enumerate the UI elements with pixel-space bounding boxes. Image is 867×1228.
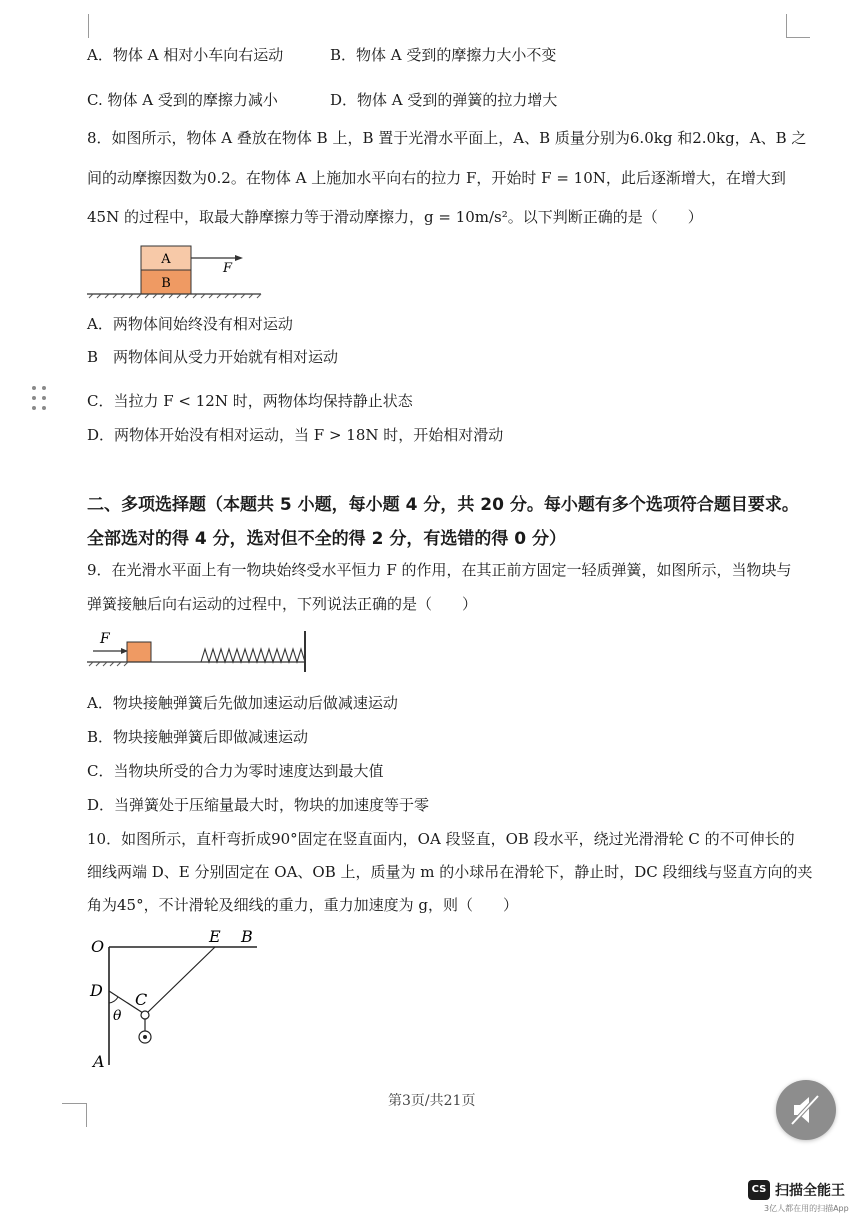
page-number: 第3页/共21页	[388, 1093, 476, 1109]
label-theta: θ	[113, 1008, 122, 1024]
q10-stem-line-1: 10．如图所示，直杆弯折成90°固定在竖直面内，OA 段竖直，OB 段水平，绕过光滑滑轮 C 的不可伸长的	[87, 830, 795, 848]
q8-stem-line-1: 8．如图所示，物体 A 叠放在物体 B 上，B 置于光滑水平面上，A、B 质量分别为6.0kg 和2.0kg，A、B 之	[87, 129, 807, 147]
block-a-label: A	[161, 252, 171, 267]
label-c: C	[135, 990, 148, 1009]
pulley	[141, 1011, 149, 1019]
watermark-subtitle: 3亿人都在用的扫描App	[764, 1204, 849, 1213]
mute-speaker-icon	[776, 1080, 836, 1140]
q8-option-d: D．两物体开始没有相对运动，当 F > 18N 时，开始相对滑动	[87, 426, 504, 444]
string-ce	[147, 947, 215, 1013]
q10-figure	[85, 925, 265, 1075]
scanner-logo: CS	[748, 1180, 770, 1200]
q7-option-c: C. 物体 A 受到的摩擦力减小	[87, 91, 278, 109]
drag-handle-icon[interactable]	[32, 386, 50, 416]
force-label: F	[223, 261, 233, 276]
q9-figure	[85, 626, 315, 676]
section-heading-line-2: 全部选对的得 4 分，选对但不全的得 2 分，有选错的得 0 分）	[87, 529, 566, 549]
q9-option-c: C．当物块所受的合力为零时速度达到最大值	[87, 762, 384, 780]
section-heading-line-1: 二、多项选择题（本题共 5 小题，每小题 4 分，共 20 分。每小题有多个选项符合题目要求。	[87, 495, 799, 515]
q8-stem-line-2: 间的动摩擦因数为0.2。在物体 A 上施加水平向右的拉力 F，开始时 F = 10N，此后逐渐增大，在增大到	[87, 169, 786, 187]
q9-option-b: B．物块接触弹簧后即做减速运动	[87, 728, 309, 746]
crop-mark	[786, 37, 810, 38]
q10-stem-line-3: 角为45°，不计滑轮及细线的重力，重力加速度为 g，则（ ）	[87, 896, 518, 914]
label-o: O	[91, 937, 105, 956]
q8-option-c: C．当拉力 F < 12N 时，两物体均保持静止状态	[87, 392, 413, 410]
watermark-title: 扫描全能王	[775, 1183, 845, 1199]
q9-stem-line-1: 9．在光滑水平面上有一物块始终受水平恒力 F 的作用，在其正前方固定一轻质弹簧，如图所示，当物块与	[87, 561, 792, 579]
block-b-label: B	[161, 276, 171, 291]
q7-option-d: D．物体 A 受到的弹簧的拉力增大	[330, 91, 558, 109]
label-e: E	[209, 927, 221, 946]
spring	[201, 649, 305, 662]
label-b: B	[241, 927, 253, 946]
q10-stem-line-2: 细线两端 D、E 分别固定在 OA、OB 上，质量为 m 的小球吊在滑轮下，静止时，DC 段细线与竖直方向的夹	[87, 863, 813, 881]
crop-mark	[88, 14, 89, 38]
q8-option-b: B 两物体间从受力开始就有相对运动	[87, 348, 339, 366]
label-d: D	[90, 981, 103, 1000]
q7-option-a: A．物体 A 相对小车向右运动	[87, 46, 284, 64]
mute-button[interactable]	[776, 1080, 836, 1140]
q9-stem-line-2: 弹簧接触后向右运动的过程中，下列说法正确的是（ ）	[87, 595, 478, 613]
block	[127, 642, 151, 662]
label-a: A	[93, 1052, 105, 1071]
q8-figure	[85, 240, 265, 306]
q8-option-a: A．两物体间始终没有相对运动	[87, 315, 293, 333]
crop-mark	[86, 1103, 87, 1127]
q7-option-b: B．物体 A 受到的摩擦力大小不变	[330, 46, 557, 64]
crop-mark	[786, 14, 787, 38]
force-label: F	[100, 631, 110, 647]
angle-arc	[109, 997, 118, 1003]
ball-center	[143, 1035, 147, 1039]
q9-option-d: D．当弹簧处于压缩量最大时，物块的加速度等于零	[87, 796, 430, 814]
crop-mark	[62, 1103, 86, 1104]
q8-stem-line-3: 45N 的过程中，取最大静摩擦力等于滑动摩擦力，g = 10m/s²。以下判断正确的是（ ）	[87, 208, 703, 226]
q9-option-a: A．物块接触弹簧后先做加速运动后做减速运动	[87, 694, 398, 712]
